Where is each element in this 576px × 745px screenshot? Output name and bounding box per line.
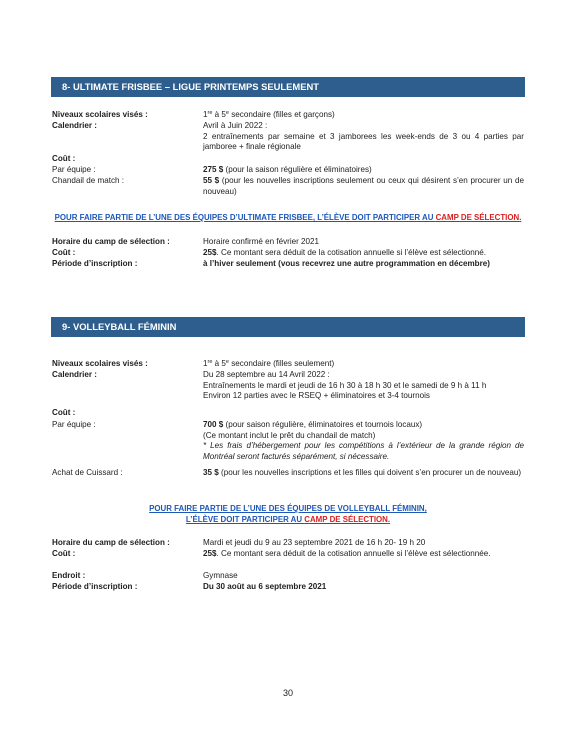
s8-periode-value: à l’hiver seulement (vous recevrez une autre programmation en décembre): [203, 259, 490, 268]
section-8-header: [51, 77, 525, 97]
s8-niveaux-label: Niveaux scolaires visés :: [52, 110, 148, 119]
s8-cout2-value: 25$. Ce montant sera déduit de la cotisation annuelle si l’élève est sélectionné.: [203, 248, 487, 257]
s9-calendrier-label: Calendrier :: [52, 370, 97, 379]
section-9-title: 9- VOLLEYBALL FÉMININ: [62, 321, 177, 332]
s8-calendrier-label: Calendrier :: [52, 121, 97, 130]
s9-niveaux-row: [52, 359, 524, 370]
s8-cout-row: [52, 154, 524, 165]
s9-cuissard-label: Achat de Cuissard :: [52, 468, 123, 477]
s8-chandail-value: 55 $ (pour les nouvelles inscriptions seulement ou ceux qui désirent s’en procurer un de nouveau): [203, 176, 524, 196]
s9-cuissard-value: 35 $ (pour les nouvelles inscriptions et les filles qui doivent s’en procurer un de nouveau): [203, 468, 522, 477]
s9-par-equipe-label: Par équipe :: [52, 420, 96, 429]
s9-periode-value: Du 30 août au 6 septembre 2021: [203, 582, 327, 591]
s9-calendrier-row: [52, 370, 524, 402]
s8-calendrier-row: [52, 121, 524, 153]
s8-chandail-label: Chandail de match :: [52, 176, 124, 185]
s9-calendrier-value: Du 28 septembre au 14 Avril 2022 : Entraînements le mardi et jeudi de 16 h 30 à 18 h 30 et le samedi de 9 h à 11 h Environ 12 parties avec le RSEQ + éliminatoires et 3-4 tournois: [203, 370, 487, 401]
section-8-title: 8- ULTIMATE FRISBEE – LIGUE PRINTEMPS SEULEMENT: [62, 81, 319, 92]
s9-horaire-value: Mardi et jeudi du 9 au 23 septembre 2021 de 16 h 20- 19 h 20: [203, 538, 426, 547]
s8-periode-label: Période d’inscription :: [52, 259, 138, 268]
page-number: 30: [282, 688, 293, 698]
s9-endroit-row: [52, 571, 524, 582]
s9-selection-notice-line2: L’ÉLÈVE DOIT PARTICIPER AU CAMP DE SÉLECTION.: [185, 515, 391, 524]
s9-niveaux-value: 1re à 5e secondaire (filles seulement): [203, 359, 335, 368]
s8-par-equipe-value: 275 $ (pour la saison régulière et éliminatoires): [203, 165, 372, 174]
s9-endroit-value: Gymnase: [203, 571, 238, 580]
s8-cout2-label: Coût :: [52, 248, 76, 257]
s9-endroit-label: Endroit :: [52, 571, 86, 580]
s9-periode-row: [52, 582, 524, 593]
s8-cout-label: Coût :: [52, 154, 76, 163]
s9-cout-label: Coût :: [52, 408, 76, 417]
s9-periode-label: Période d’inscription :: [52, 582, 138, 591]
s8-horaire-row: [52, 237, 524, 248]
s8-periode-row: [52, 259, 524, 270]
s9-selection-notice-line1: POUR FAIRE PARTIE DE L’UNE DES ÉQUIPES DE VOLLEYBALL FÉMININ,: [149, 504, 427, 513]
s8-horaire-value: Horaire confirmé en février 2021: [203, 237, 320, 246]
s8-calendrier-value: Avril à Juin 2022 : 2 entraînements par semaine et 3 jamborees les week-ends de 3 ou 4 parties par jamboree + finale régionale: [203, 121, 524, 152]
s9-cout2-value: 25$. Ce montant sera déduit de la cotisation annuelle si l’élève est sélectionnée.: [203, 549, 491, 558]
s9-horaire-label: Horaire du camp de sélection :: [52, 538, 170, 547]
s9-par-equipe-row: [52, 420, 524, 462]
s8-horaire-label: Horaire du camp de sélection :: [52, 237, 170, 246]
s8-niveaux-value: 1re à 5e secondaire (filles et garçons): [203, 110, 335, 119]
s8-par-equipe-row: [52, 165, 524, 176]
s9-cout2-label: Coût :: [52, 549, 76, 558]
s9-niveaux-label: Niveaux scolaires visés :: [52, 359, 148, 368]
s8-camp-selection-text: CAMP DE SÉLECTION: [435, 213, 520, 222]
s9-par-equipe-value: 700 $ (pour saison régulière, éliminatoires et tournois locaux) (Ce montant inclut le prêt du chandail de match) * Les frais d’hébergement pour les compétitions à l’extérieur de la grande région de Montréal seront facturés séparément, si nécessaire.: [203, 420, 524, 461]
s9-cout-row: [52, 408, 524, 419]
s8-chandail-row: [52, 176, 524, 197]
s9-camp-selection-text: CAMP DE SÉLECTION: [304, 515, 388, 524]
s9-cout2-row: [52, 549, 524, 560]
section-9-header: [51, 317, 525, 337]
s9-cuissard-row: [52, 468, 524, 479]
s9-hebergement-note: * Les frais d’hébergement pour les compétitions à l’extérieur de la grande région de Montréal seront facturés séparément, si nécessaire.: [203, 441, 524, 461]
s8-par-equipe-label: Par équipe :: [52, 165, 96, 174]
s9-horaire-row: [52, 538, 524, 549]
s8-selection-notice: POUR FAIRE PARTIE DE L’UNE DES ÉQUIPES D’ULTIMATE FRISBEE, L’ÉLÈVE DOIT PARTICIPER AU CAMP DE SÉLECTION.: [54, 213, 522, 222]
s8-niveaux-row: [52, 110, 524, 121]
s8-cout2-row: [52, 248, 524, 259]
